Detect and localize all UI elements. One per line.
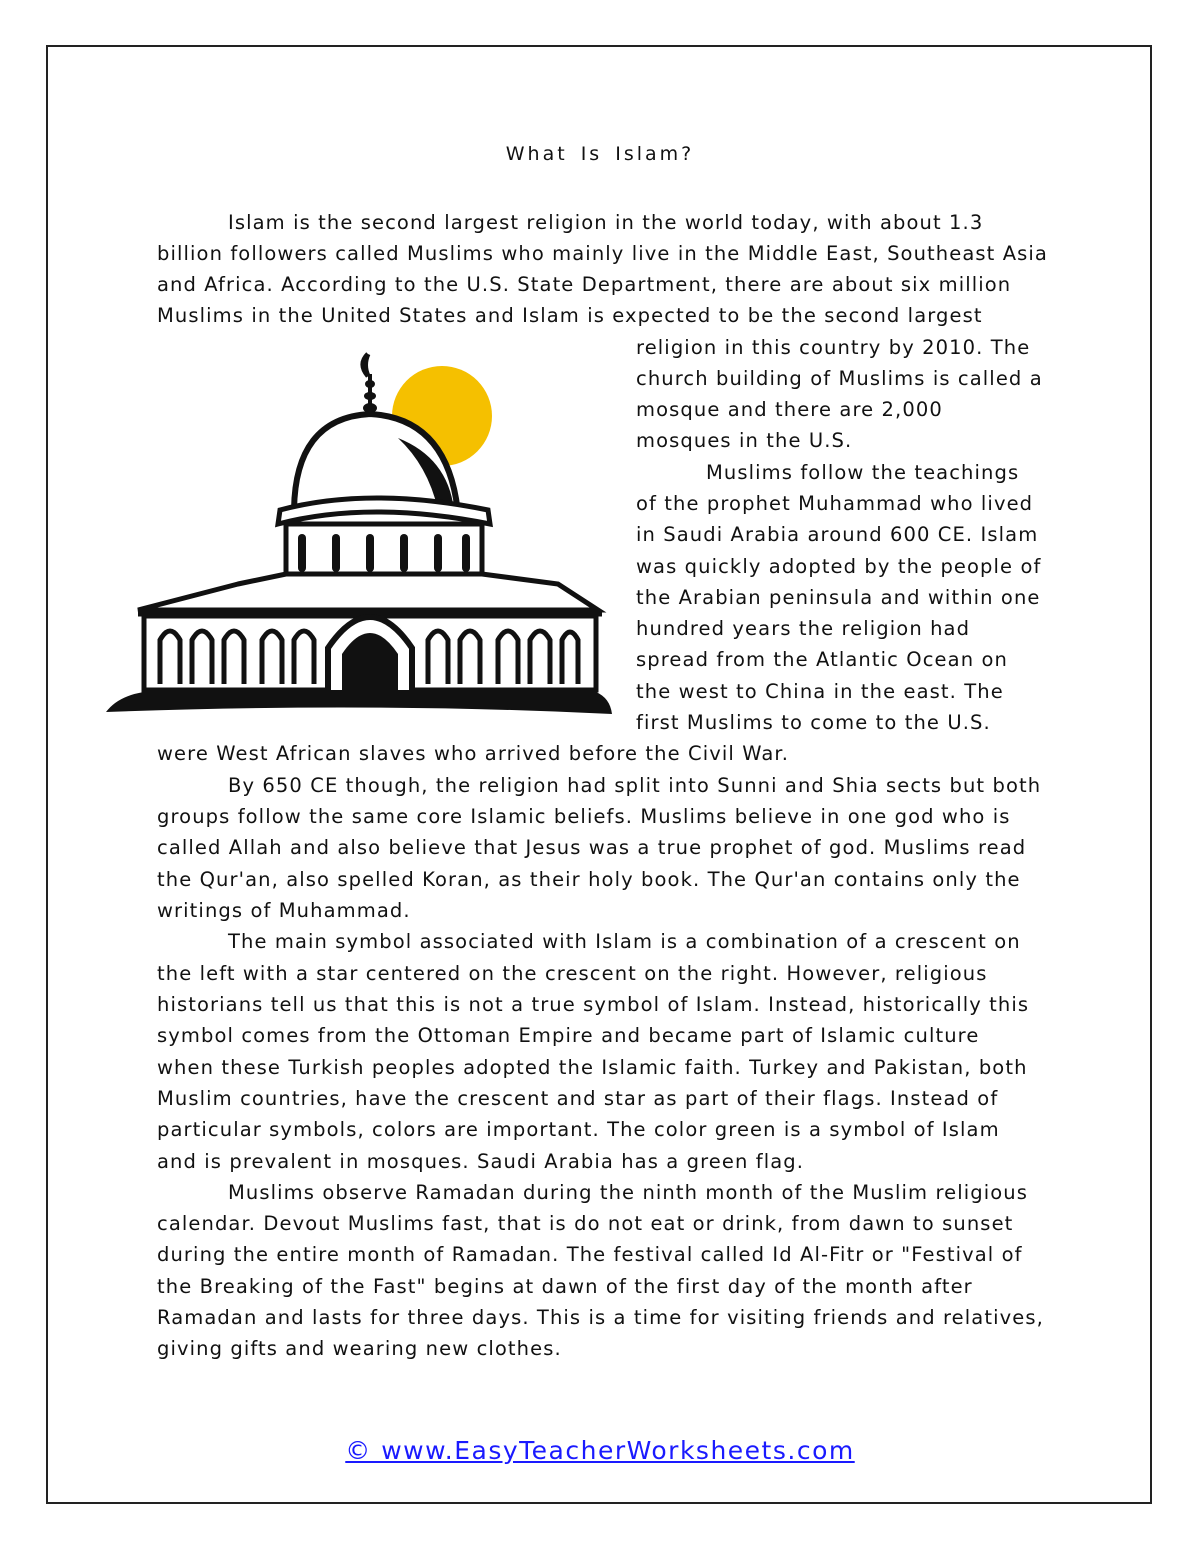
body-text-line: was quickly adopted by the people of	[636, 555, 1042, 578]
body-text-line: Muslim countries, have the crescent and star as part of their flags. Instead of	[157, 1087, 999, 1110]
body-text-line: Islam is the second largest religion in the world today, with about 1.3	[228, 211, 984, 234]
body-text-line: By 650 CE though, the religion had split into Sunni and Shia sects but both	[228, 774, 1042, 797]
body-text-line: writings of Muhammad.	[157, 899, 411, 922]
body-text-line: the Arabian peninsula and within one	[636, 586, 1041, 609]
page-title: What Is Islam?	[505, 143, 695, 165]
body-text-line: spread from the Atlantic Ocean on	[636, 648, 1008, 671]
body-text-line: called Allah and also believe that Jesus was a true prophet of god. Muslims read	[157, 836, 1027, 859]
body-text-line: the west to China in the east. The	[636, 680, 1004, 703]
body-text-line: the left with a star centered on the crescent on the right. However, religious	[157, 962, 988, 985]
body-text-line: first Muslims to come to the U.S.	[636, 711, 991, 734]
body-text-line: historians tell us that this is not a true symbol of Islam. Instead, historically this	[157, 993, 1030, 1016]
body-text-line: groups follow the same core Islamic beliefs. Muslims believe in one god who is	[157, 805, 1011, 828]
body-text-line: The main symbol associated with Islam is a combination of a crescent on	[228, 930, 1021, 953]
body-text-line: billion followers called Muslims who mainly live in the Middle East, Southeast Asia	[157, 242, 1048, 265]
body-text-line: and is prevalent in mosques. Saudi Arabia has a green flag.	[157, 1150, 805, 1173]
body-text-line: Muslims follow the teachings	[706, 461, 1020, 484]
body-text-line: particular symbols, colors are important. The color green is a symbol of Islam	[157, 1118, 1000, 1141]
body-text-line: church building of Muslims is called a	[636, 367, 1043, 390]
body-text-line: were West African slaves who arrived before the Civil War.	[157, 742, 790, 765]
body-text-line: when these Turkish peoples adopted the Islamic faith. Turkey and Pakistan, both	[157, 1056, 1028, 1079]
body-text-line: giving gifts and wearing new clothes.	[157, 1337, 562, 1360]
body-text-line: mosque and there are 2,000	[636, 398, 943, 421]
body-text-line: in Saudi Arabia around 600 CE. Islam	[636, 523, 1039, 546]
footer-website-link[interactable]: © www.EasyTeacherWorksheets.com	[345, 1436, 855, 1465]
mosque-dome-icon	[98, 348, 618, 728]
body-text-line: calendar. Devout Muslims fast, that is do not eat or drink, from dawn to sunset	[157, 1212, 1014, 1235]
body-text-line: religion in this country by 2010. The	[636, 336, 1031, 359]
body-text-line: Muslims in the United States and Islam is expected to be the second largest	[157, 304, 983, 327]
body-text-line: the Qur'an, also spelled Koran, as their holy book. The Qur'an contains only the	[157, 868, 1021, 891]
body-text-line: Muslims observe Ramadan during the ninth month of the Muslim religious	[228, 1181, 1029, 1204]
body-text-line: hundred years the religion had	[636, 617, 971, 640]
body-text-line: symbol comes from the Ottoman Empire and became part of Islamic culture	[157, 1024, 980, 1047]
body-text-line: mosques in the U.S.	[636, 429, 853, 452]
body-text-line: of the prophet Muhammad who lived	[636, 492, 1034, 515]
body-text-line: the Breaking of the Fast" begins at dawn of the first day of the month after	[157, 1275, 973, 1298]
body-text-line: during the entire month of Ramadan. The festival called Id Al-Fitr or "Festival of	[157, 1243, 1023, 1266]
body-text-line: Ramadan and lasts for three days. This is a time for visiting friends and relatives,	[157, 1306, 1044, 1329]
body-text-line: and Africa. According to the U.S. State Department, there are about six million	[157, 273, 1012, 296]
